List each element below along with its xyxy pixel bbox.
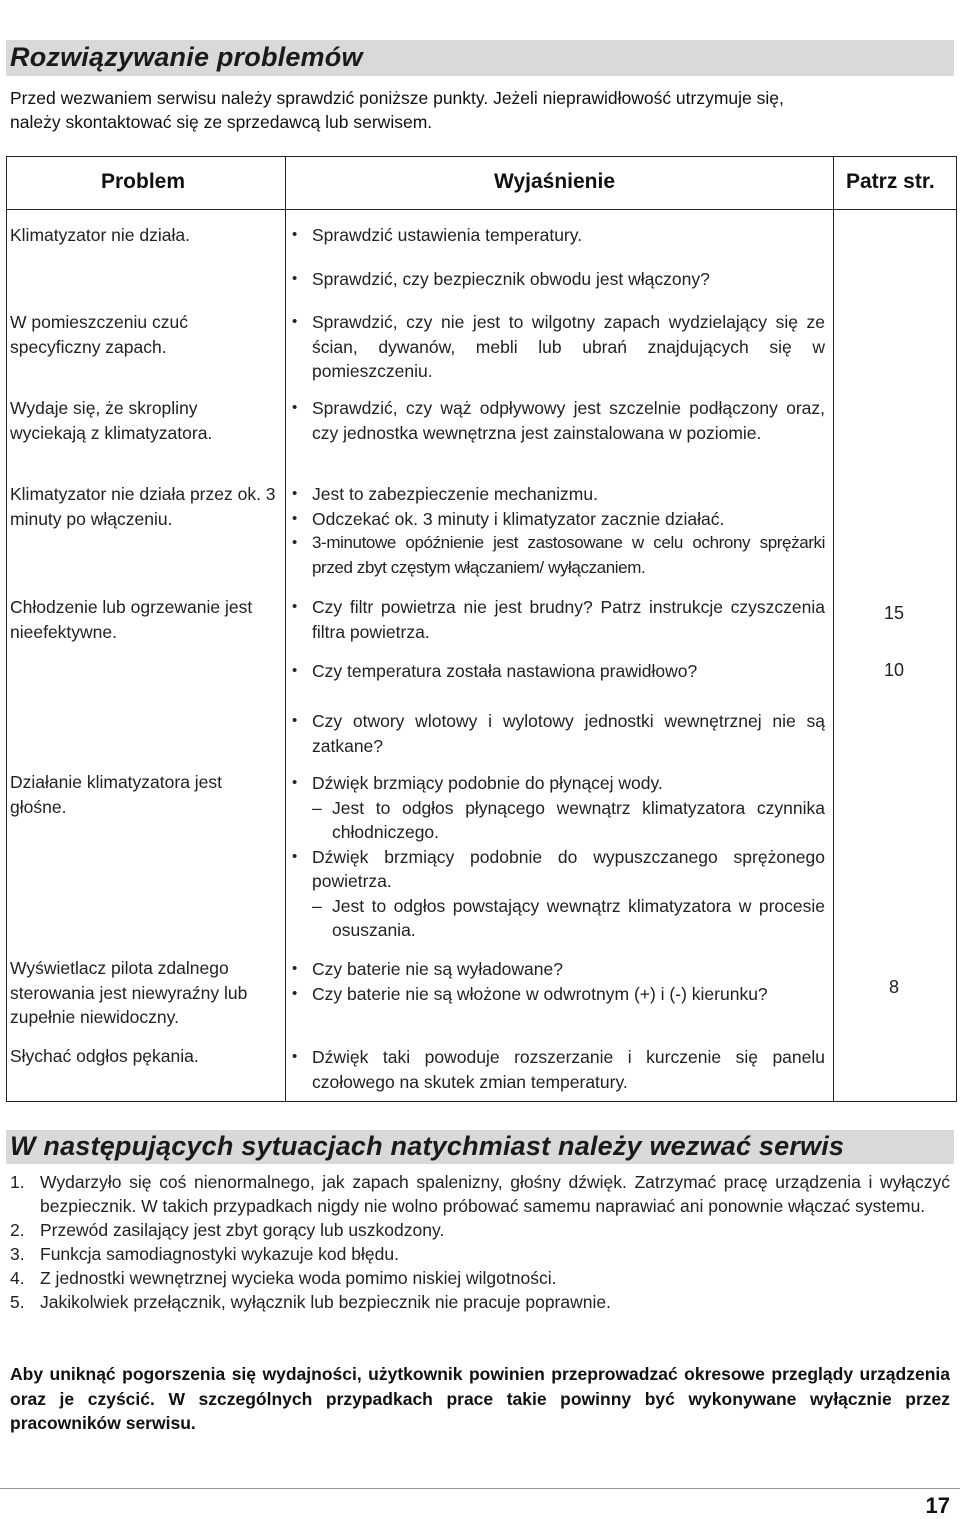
table-divider-2 <box>833 156 834 1101</box>
section-title-service: W następujących sytuacjach natychmiast należy wezwać serwis <box>10 1131 845 1161</box>
explanation-cell <box>290 771 825 943</box>
problem-cell: Działanie klimatyzatora jest głośne. <box>10 772 223 817</box>
explanation-cell <box>290 223 825 248</box>
explanation-item: • Dźwięk brzmiący podobnie do wypuszczanego sprężonego powietrza. <box>290 845 825 894</box>
explanation-item: • Odczekać ok. 3 minuty i klimatyzator zacznie działać. <box>290 507 825 532</box>
page-ref: 15 <box>883 603 905 623</box>
list-item <box>10 1170 950 1218</box>
explanation-item: • Sprawdzić ustawienia temperatury. <box>290 223 825 248</box>
page-ref: 8 <box>888 977 899 997</box>
explanation-cell <box>290 1045 825 1094</box>
list-item-text: Z jednostki wewnętrznej wycieka woda pomimo niskiej wilgotności. <box>40 1268 557 1288</box>
footer-divider <box>0 1488 960 1489</box>
list-item <box>10 1290 950 1314</box>
explanation-item: • Czy baterie nie są włożone w odwrotnym (+) i (-) kierunku? <box>290 982 825 1007</box>
list-item-text: Wydarzyło się coś nienormalnego, jak zapach spalenizny, głośny dźwięk. Zatrzymać pracę urządzenia i wyłączyć bezpiecznik. W takich przypadkach nigdy nie wolno próbować samemu naprawiać ani ponownie włączać systemu. <box>40 1172 950 1216</box>
table-left-border <box>6 156 7 1101</box>
list-item-number: 5. <box>10 1292 25 1312</box>
explanation-item: • Dźwięk taki powoduje rozszerzanie i kurczenie się panelu czołowego na skutek zmian temperatury. <box>290 1045 825 1094</box>
explanation-cell <box>290 482 825 580</box>
list-item-text: Jakikolwiek przełącznik, wyłącznik lub bezpiecznik nie pracuje poprawnie. <box>40 1292 611 1312</box>
explanation-item: • Czy filtr powietrza nie jest brudny? Patrz instrukcje czyszczenia filtra powietrza. <box>290 595 825 644</box>
table-top-border <box>6 156 957 157</box>
intro-line-1: Przed wezwaniem serwisu należy sprawdzić poniższe punkty. Jeżeli nieprawidłowość utrzymuje się, <box>10 88 784 108</box>
explanation-item: • Czy baterie nie są wyładowane? <box>290 957 825 982</box>
table-right-border <box>956 156 957 1101</box>
explanation-item: • Sprawdzić, czy nie jest to wilgotny zapach wydzielający się ze ścian, dywanów, mebli lub ubrań znajdujących się w pomieszczeniu. <box>290 310 825 384</box>
problem-cell: Klimatyzator nie działa przez ok. 3 minuty po włączeniu. <box>10 484 276 529</box>
list-item-number: 1. <box>10 1172 25 1192</box>
page-ref: 10 <box>883 660 905 680</box>
header-page: Patrz str. <box>846 170 935 193</box>
table-bottom-border <box>6 1101 957 1102</box>
explanation-subitem: – Jest to odgłos powstający wewnątrz klimatyzatora w procesie osuszania. <box>290 894 825 943</box>
list-item <box>10 1266 950 1290</box>
explanation-item: • Sprawdzić, czy bezpiecznik obwodu jest włączony? <box>290 267 825 292</box>
explanation-item: • Jest to zabezpieczenie mechanizmu. <box>290 482 825 507</box>
explanation-cell <box>290 957 825 1006</box>
header-explanation: Wyjaśnienie <box>494 170 615 193</box>
explanation-item: • Czy temperatura została nastawiona prawidłowo? <box>290 659 825 684</box>
maintenance-warning: Aby uniknąć pogorszenia się wydajności, użytkownik powinien przeprowadzać okresowe przeglądy urządzenia oraz je czyścić. W szczególnych przypadkach prace takie powinny być wykonywane wyłącznie przez pracowników serwisu. <box>10 1364 950 1433</box>
table-header-divider <box>6 209 957 210</box>
explanation-cell <box>290 709 825 758</box>
explanation-item: • Sprawdzić, czy wąż odpływowy jest szczelnie podłączony oraz, czy jednostka wewnętrzna jest zainstalowana w poziomie. <box>290 396 825 445</box>
explanation-cell <box>290 595 825 644</box>
explanation-item: • Czy otwory wlotowy i wylotowy jednostki wewnętrznej nie są zatkane? <box>290 709 825 758</box>
intro-line-2: należy skontaktować się ze sprzedawcą lub serwisem. <box>10 112 433 132</box>
explanation-cell <box>290 396 825 445</box>
list-item-number: 4. <box>10 1268 25 1288</box>
list-item <box>10 1242 950 1266</box>
problem-cell: Chłodzenie lub ogrzewanie jest nieefektywne. <box>10 597 253 642</box>
problem-cell: W pomieszczeniu czuć specyficzny zapach. <box>10 312 188 357</box>
explanation-subitem: – Jest to odgłos płynącego wewnątrz klimatyzatora czynnika chłodniczego. <box>290 796 825 845</box>
section-title-troubleshooting: Rozwiązywanie problemów <box>10 42 363 72</box>
list-item-text: Przewód zasilający jest zbyt gorący lub uszkodzony. <box>40 1220 445 1240</box>
problem-cell: Słychać odgłos pękania. <box>10 1046 199 1066</box>
explanation-item: • 3-minutowe opóźnienie jest zastosowane w celu ochrony sprężarki przed zbyt częstym włączaniem/ wyłączaniem. <box>290 531 825 580</box>
explanation-item: • Dźwięk brzmiący podobnie do płynącej wody. <box>290 771 825 796</box>
service-list <box>10 1170 950 1314</box>
problem-cell: Klimatyzator nie działa. <box>10 225 190 245</box>
explanation-cell <box>290 267 825 292</box>
list-item <box>10 1218 950 1242</box>
list-item-number: 2. <box>10 1220 25 1240</box>
explanation-cell <box>290 310 825 384</box>
header-problem: Problem <box>101 170 186 193</box>
table-divider-1 <box>285 156 286 1101</box>
list-item-number: 3. <box>10 1244 25 1264</box>
page-number: 17 <box>925 1493 950 1518</box>
list-item-text: Funkcja samodiagnostyki wykazuje kod błędu. <box>40 1244 399 1264</box>
explanation-cell <box>290 659 825 684</box>
problem-cell: Wydaje się, że skropliny wyciekają z klimatyzatora. <box>10 398 213 443</box>
problem-cell: Wyświetlacz pilota zdalnego sterowania jest niewyraźny lub zupełnie niewidoczny. <box>10 958 248 1027</box>
